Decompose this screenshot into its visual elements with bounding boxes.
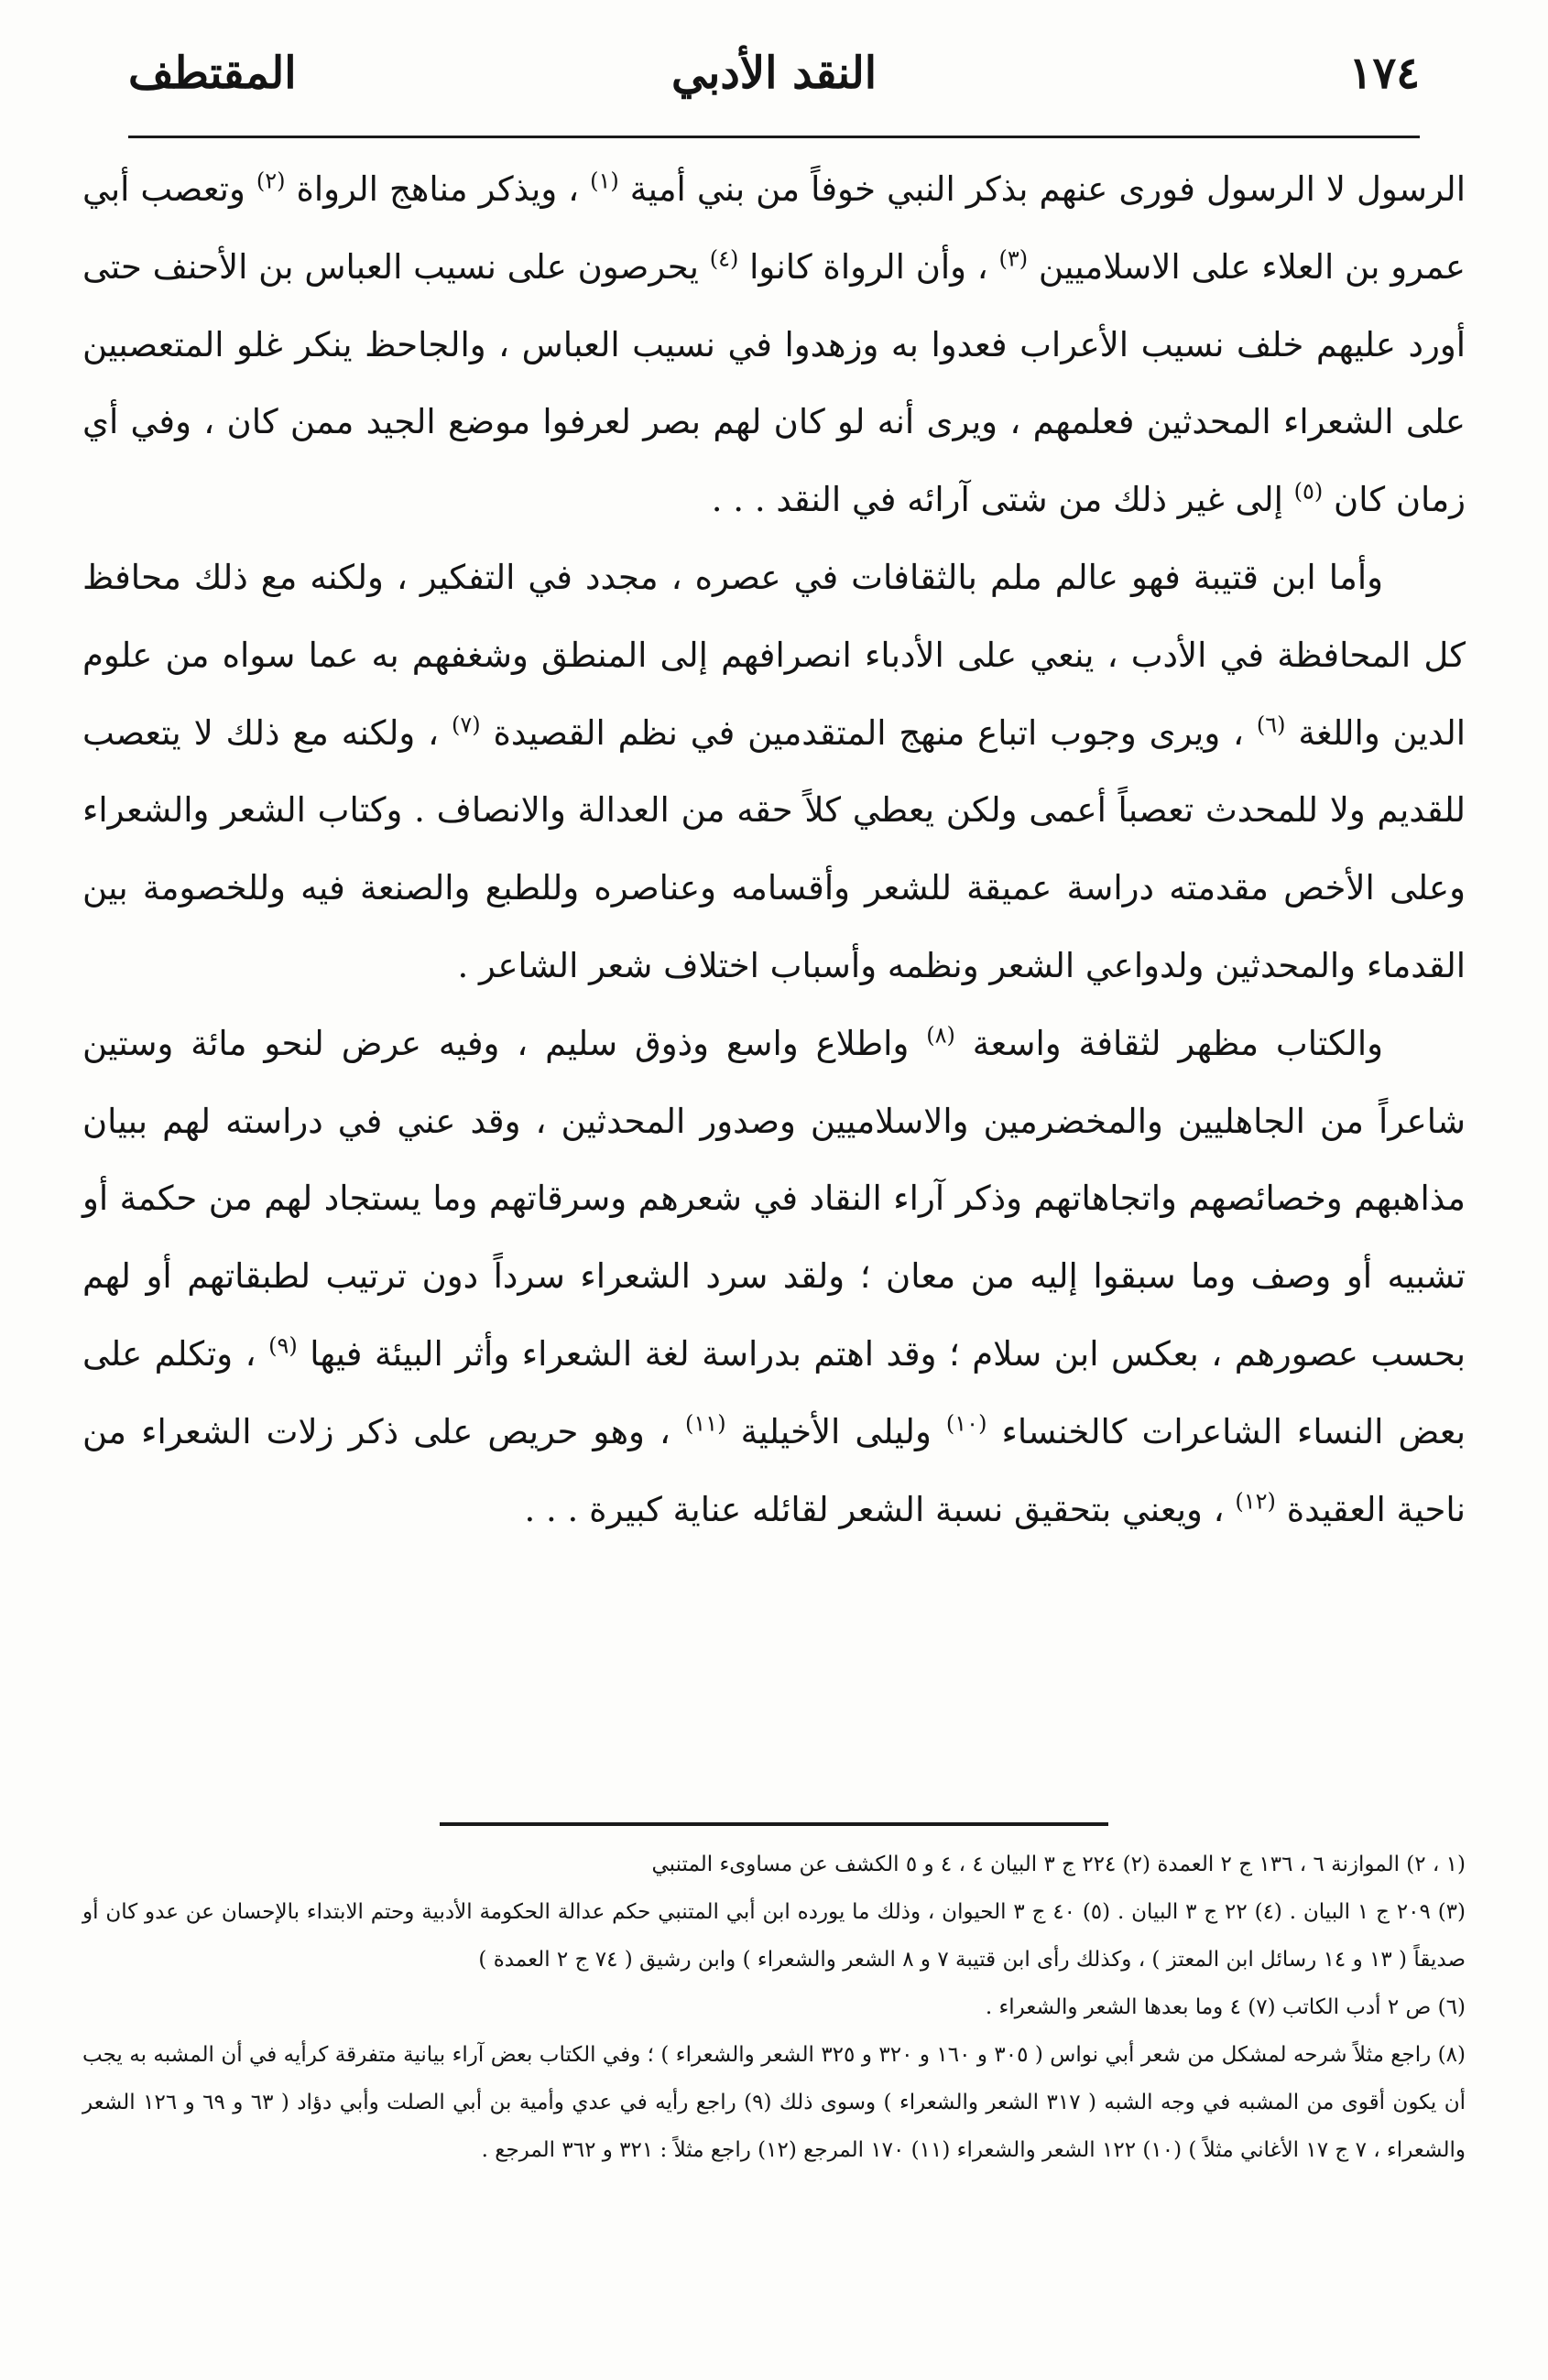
page-number: ١٧٤ xyxy=(1348,48,1420,99)
footnotes xyxy=(82,1841,1466,2174)
text-run: ، ويعني بتحقيق نسبة الشعر لقائله عناية كبيرة . . . xyxy=(524,1489,1225,1529)
text-run: وليلى الأخيلية xyxy=(740,1411,932,1451)
header-rule xyxy=(128,136,1420,138)
footnote-ref[interactable]: (٨) xyxy=(926,1022,955,1049)
footnote-line: (٦) ص ٢ أدب الكاتب (٧) ٤ وما بعدها الشعر والشعراء . xyxy=(985,1995,1466,2019)
text-run: ، وأن الرواة كانوا xyxy=(749,246,988,287)
text-run: ، ويرى وجوب اتباع منهج المتقدمين في نظم القصيدة xyxy=(493,712,1244,753)
text-run: واطلاع واسع وذوق سليم ، وفيه عرض لنحو مائة وستين شاعراً من الجاهليين والمخضرمين والاسلاميين وصدور المحدثين ، وقد عني في دراسته لهم ببيان مذاهبهم وخصائصهم واتجاهاتهم وذكر آراء النقاد في شعرهم وسرقاتهم وما يستجاد لهم من حكمة أو تشبيه أو وصف وما سبقوا إليه من معان ؛ ولقد سرد الشعراء سرداً دون ترتيب لطبقاتهم أو لهم بحسب عصورهم ، بعكس ابن سلام ؛ وقد اهتم بدراسة لغة الشعراء وأثر البيئة فيها xyxy=(82,1023,1466,1374)
footnotes-rule xyxy=(440,1822,1108,1826)
text-run: الرسول لا الرسول فورى عنهم بذكر النبي خوفاً من بني أمية xyxy=(629,169,1466,209)
running-header xyxy=(128,37,1420,110)
footnote-ref[interactable]: (٥) xyxy=(1293,478,1324,505)
article-body xyxy=(82,151,1466,1549)
footnote-ref[interactable]: (٧) xyxy=(451,712,481,738)
text-run: يحرصون على نسيب العباس بن الأحنف حتى أورد عليهم خلف نسيب الأعراب فعدوا به وزهدوا في نسيب العباس ، والجاحظ ينكر غلو المتعصبين على الشعراء المحدثين فعلمهم ، ويرى أنه لو كان لهم بصر لعرفوا موضع الجيد ممن كان ، وفي أي زمان كان xyxy=(82,246,1466,520)
text-run: ، وتكلم على بعض النساء الشاعرات كالخنساء xyxy=(82,1333,1466,1451)
footnote-line: (٣) ٢٠٩ ج ١ البيان . (٤) ٢٢ ج ٣ البيان . (٥) ٤٠ ج ٣ الحيوان ، وذلك ما يورده ابن أبي المتنبي حكم عدالة الحكومة الأدبية وحتم الابتداء بالإحسان عن عدو كان أو صديقاً ( ١٣ و ١٤ رسائل ابن المعتز ) ، وكذلك رأى ابن قتيبة ٧ و ٨ الشعر والشعراء ) وابن رشيق ( ٧٤ ج ٢ العمدة ) xyxy=(82,1900,1466,1972)
footnote-ref[interactable]: (١٢) xyxy=(1235,1488,1276,1515)
footnote-line: (٨) راجع مثلاً شرحه لمشكل من شعر أبي نواس ( ٣٠٥ و ١٦٠ و ٣٢٠ و ٣٢٥ الشعر والشعراء ) ؛ وفي الكتاب بعض آراء بيانية متفرقة كرأيه في أن المشبه به يجب أن يكون أقوى من المشبه في وجه الشبه ( ٣١٧ الشعر والشعراء ) وسوى ذلك (٩) راجع رأيه في عدي وأمية بن أبي الصلت وأبي دؤاد ( ٦٣ و ٦٩ و ١٢٦ الشعر والشعراء ، ٧ ج ١٧ الأغاني مثلاً ) (١٠) ١٢٢ الشعر والشعراء (١١) ١٧٠ المرجع (١٢) راجع مثلاً : ٣٢١ و ٣٦٢ المرجع . xyxy=(82,2043,1466,2162)
text-run: والكتاب مظهر لثقافة واسعة xyxy=(972,1023,1384,1063)
text-run: إلى غير ذلك من شتى آرائه في النقد . . . xyxy=(711,480,1283,520)
footnote-ref[interactable]: (٦) xyxy=(1256,712,1286,738)
footnote-ref[interactable]: (٣) xyxy=(998,245,1029,272)
footnote-ref[interactable]: (٤) xyxy=(709,245,739,272)
text-run: وأما ابن قتيبة فهو عالم ملم بالثقافات في عصره ، مجدد في التفكير ، ولكنه مع ذلك محافظ كل المحافظة في الأدب ، ينعي على الأدباء انصرافهم إلى المنطق وشغفهم به عما سواه من علوم الدين واللغة xyxy=(82,557,1466,753)
text-run: ، ولكنه مع ذلك لا يتعصب للقديم ولا للمحدث تعصباً أعمى ولكن يعطي كلاً حقه من العدالة والانصاف . وكتاب الشعر والشعراء وعلى الأخص مقدمته دراسة عميقة للشعر وأقسامه وعناصره وللطبع والصنعة فيه وللخصومة بين القدماء والمحدثين ولدواعي الشعر ونظمه وأسباب اختلاف شعر الشاعر . xyxy=(82,712,1466,985)
footnote-ref[interactable]: (٢) xyxy=(256,168,286,194)
footnote-line: (١ ، ٢) الموازنة ٦ ، ١٣٦ ج ٢ العمدة (٢) ٢٢٤ ج ٣ البيان ٤ ، ٤ و ٥ الكشف عن مساوىء المتنبي xyxy=(651,1853,1466,1876)
journal-name: المقتطف xyxy=(128,48,297,99)
text-run: وتعصب أبي عمرو بن العلاء على الاسلاميين xyxy=(82,169,1466,287)
text-run: ، ويذكر مناهج الرواة xyxy=(296,169,580,209)
paragraph-1 xyxy=(82,151,1466,539)
footnote-ref[interactable]: (٩) xyxy=(268,1332,298,1359)
text-run: ، وهو حريص على ذكر زلات الشعراء من ناحية العقيدة xyxy=(82,1411,1466,1529)
paragraph-3 xyxy=(82,1005,1466,1549)
footnote-ref[interactable]: (١١) xyxy=(685,1410,726,1437)
footnote-ref[interactable]: (١٠) xyxy=(945,1410,987,1437)
paragraph-2 xyxy=(82,539,1466,1005)
page-section-title: النقد الأدبي xyxy=(670,48,878,99)
footnote-ref[interactable]: (١) xyxy=(590,168,619,194)
